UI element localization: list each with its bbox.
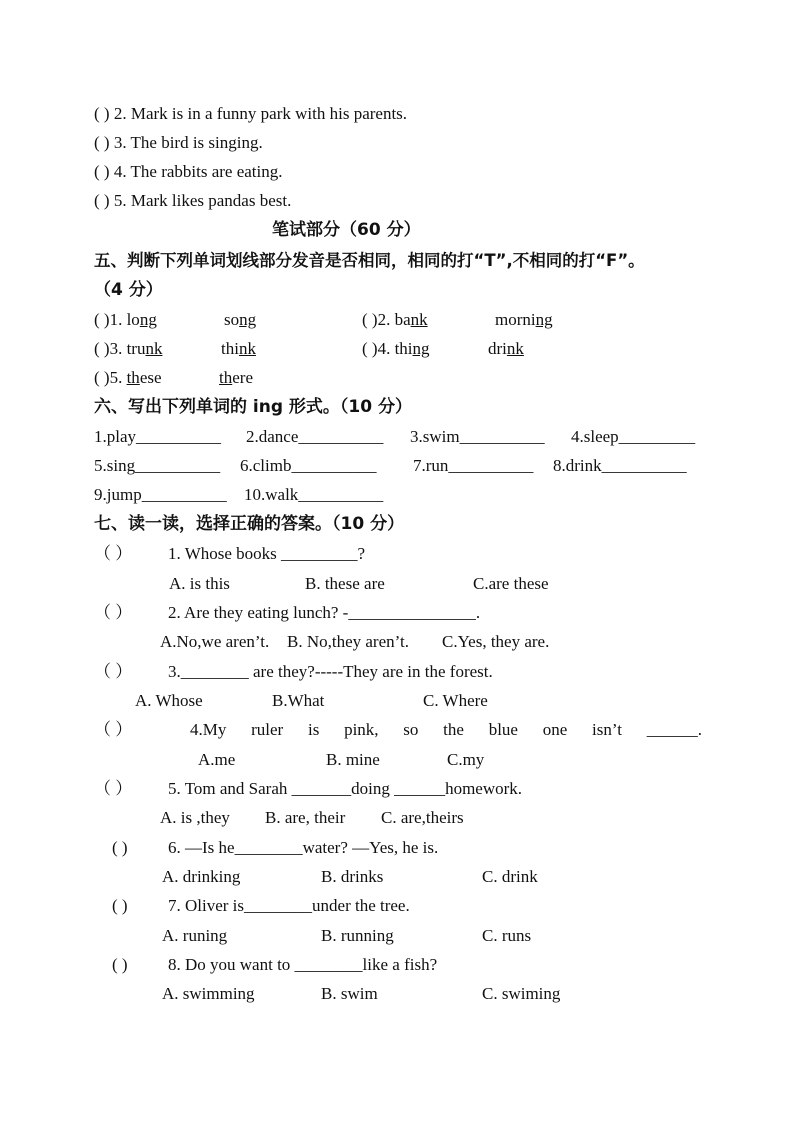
s5-item-2 bbox=[362, 310, 428, 330]
q4-word: the bbox=[443, 720, 464, 739]
q5-option-b: B. are, their bbox=[265, 808, 346, 827]
underlined-part: nk bbox=[506, 339, 524, 358]
ing-item-2: 2.dance__________ bbox=[246, 427, 384, 446]
q4-word: ______. bbox=[646, 720, 702, 739]
q1-paren: （ ） bbox=[94, 544, 133, 563]
listening-item-4 bbox=[94, 162, 283, 182]
statement-text: 2. Mark is in a funny park with his parents. bbox=[113, 104, 408, 123]
section5-score: （4 分） bbox=[94, 280, 163, 300]
answer-paren: ( ) bbox=[362, 310, 378, 329]
item-number: 2. bbox=[377, 310, 395, 329]
answer-paren: ( ) bbox=[94, 191, 110, 210]
q4-word: blue bbox=[488, 720, 518, 739]
word-part: thi bbox=[221, 339, 239, 358]
word-part: ese bbox=[139, 368, 162, 387]
underlined-part: ng bbox=[535, 310, 553, 329]
word-part: ba bbox=[394, 310, 411, 329]
q8-option-c: C. swiming bbox=[482, 984, 561, 1003]
ing-item-8: 8.drink__________ bbox=[553, 456, 687, 475]
q7-option-a: A. runing bbox=[162, 926, 228, 945]
q4-option-b: B. mine bbox=[326, 750, 380, 769]
ing-item-4: 4.sleep_________ bbox=[571, 427, 696, 446]
q3-option-c: C. Where bbox=[423, 691, 488, 710]
ing-item-7: 7.run__________ bbox=[413, 456, 534, 475]
ing-item-10: 10.walk__________ bbox=[244, 485, 384, 504]
q8-paren: ( ) bbox=[112, 955, 128, 974]
q5-option-c: C. are,theirs bbox=[381, 808, 464, 827]
word-part: morni bbox=[495, 310, 536, 329]
q3-option-b: B.What bbox=[272, 691, 325, 710]
s5-item-5 bbox=[94, 368, 162, 388]
q1-option-c: C.are these bbox=[473, 574, 549, 593]
section7-heading: 七、读一读，选择正确的答案。（10 分） bbox=[94, 514, 405, 534]
answer-paren: ( ) bbox=[94, 104, 110, 123]
underlined-part: ng bbox=[239, 310, 257, 329]
q4-option-a: A.me bbox=[198, 750, 236, 769]
q6-stem: 6. —Is he________water? —Yes, he is. bbox=[168, 838, 439, 857]
q4-word: so bbox=[403, 720, 419, 739]
q5-option-a: A. is ,they bbox=[160, 808, 230, 827]
q8-stem: 8. Do you want to ________like a fish? bbox=[168, 955, 438, 974]
ing-item-9: 9.jump__________ bbox=[94, 485, 227, 504]
s5-item-4 bbox=[362, 339, 430, 359]
item-number: 4. bbox=[377, 339, 395, 358]
statement-text: 4. The rabbits are eating. bbox=[113, 162, 283, 181]
q1-stem: 1. Whose books _________? bbox=[168, 544, 366, 563]
answer-paren: ( ) bbox=[94, 310, 110, 329]
s5-item-3 bbox=[94, 339, 162, 359]
listening-item-5 bbox=[94, 191, 291, 211]
q5-paren: （ ） bbox=[94, 779, 133, 798]
q2-option-a: A.No,we aren’t. bbox=[160, 632, 270, 651]
answer-paren: ( ) bbox=[94, 339, 110, 358]
q7-stem: 7. Oliver is________under the tree. bbox=[168, 896, 410, 915]
q6-option-a: A. drinking bbox=[162, 867, 241, 886]
item-number: 5. bbox=[109, 368, 127, 387]
ing-item-3: 3.swim__________ bbox=[410, 427, 545, 446]
word-part: lo bbox=[126, 310, 140, 329]
word-part: tru bbox=[126, 339, 146, 358]
q4-word: pink, bbox=[344, 720, 379, 739]
word-part: ere bbox=[232, 368, 253, 387]
s5-item-3-word2 bbox=[221, 339, 256, 359]
statement-text: 5. Mark likes pandas best. bbox=[113, 191, 292, 210]
q2-option-b: B. No,they aren’t. bbox=[287, 632, 409, 651]
section6-heading: 六、写出下列单词的 ing 形式。（10 分） bbox=[94, 397, 413, 417]
underlined-part: nk bbox=[410, 310, 428, 329]
q4-word: isn’t bbox=[592, 720, 622, 739]
q2-option-c: C.Yes, they are. bbox=[442, 632, 550, 651]
q5-stem: 5. Tom and Sarah _______doing ______homework. bbox=[168, 779, 523, 798]
q6-option-c: C. drink bbox=[482, 867, 538, 886]
underlined-part: ng bbox=[139, 310, 157, 329]
q7-paren: ( ) bbox=[112, 896, 128, 915]
listening-item-2 bbox=[94, 104, 407, 124]
q6-paren: ( ) bbox=[112, 838, 128, 857]
q8-option-b: B. swim bbox=[321, 984, 378, 1003]
q1-option-a: A. is this bbox=[169, 574, 230, 593]
statement-text: 3. The bird is singing. bbox=[113, 133, 263, 152]
q8-option-a: A. swimming bbox=[162, 984, 255, 1003]
underlined-part: th bbox=[219, 368, 233, 387]
listening-item-3 bbox=[94, 133, 263, 153]
section5-heading: 五、判断下列单词划线部分发音是否相同，相同的打“T”,不相同的打“F”。 bbox=[94, 251, 645, 270]
s5-item-5-word2 bbox=[219, 368, 253, 388]
q2-stem: 2. Are they eating lunch? -_______________. bbox=[168, 603, 481, 622]
item-number: 3. bbox=[109, 339, 127, 358]
word-part: so bbox=[224, 310, 240, 329]
q4-word: is bbox=[307, 720, 320, 739]
q4-word: 4.My bbox=[190, 720, 227, 739]
q4-option-c: C.my bbox=[447, 750, 485, 769]
underlined-part: nk bbox=[238, 339, 256, 358]
q7-option-b: B. running bbox=[321, 926, 394, 945]
q2-paren: （ ） bbox=[94, 603, 133, 622]
q4-word: ruler bbox=[251, 720, 284, 739]
word-part: thi bbox=[394, 339, 413, 358]
ing-item-6: 6.climb__________ bbox=[240, 456, 377, 475]
q1-option-b: B. these are bbox=[305, 574, 385, 593]
s5-item-4-word2 bbox=[488, 339, 524, 359]
answer-paren: ( ) bbox=[94, 133, 110, 152]
answer-paren: ( ) bbox=[94, 368, 110, 387]
item-number: 1. bbox=[109, 310, 127, 329]
word-part: dri bbox=[488, 339, 507, 358]
q3-stem: 3.________ are they?-----They are in the forest. bbox=[168, 662, 493, 681]
answer-paren: ( ) bbox=[362, 339, 378, 358]
q7-option-c: C. runs bbox=[482, 926, 532, 945]
q4-word: one bbox=[542, 720, 568, 739]
s5-item-2-word2 bbox=[495, 310, 553, 330]
underlined-part: th bbox=[126, 368, 140, 387]
q3-option-a: A. Whose bbox=[135, 691, 203, 710]
ing-item-1: 1.play__________ bbox=[94, 427, 222, 446]
underlined-part: ng bbox=[412, 339, 430, 358]
s5-item-1-word2 bbox=[224, 310, 256, 330]
q3-paren: （ ） bbox=[94, 662, 133, 681]
q4-paren: （ ） bbox=[94, 720, 133, 739]
q4-stem bbox=[190, 720, 702, 740]
q6-option-b: B. drinks bbox=[321, 867, 384, 886]
s5-item-1 bbox=[94, 310, 157, 330]
ing-item-5: 5.sing__________ bbox=[94, 456, 221, 475]
answer-paren: ( ) bbox=[94, 162, 110, 181]
underlined-part: nk bbox=[145, 339, 163, 358]
written-part-title: 笔试部分（60 分） bbox=[272, 220, 421, 240]
